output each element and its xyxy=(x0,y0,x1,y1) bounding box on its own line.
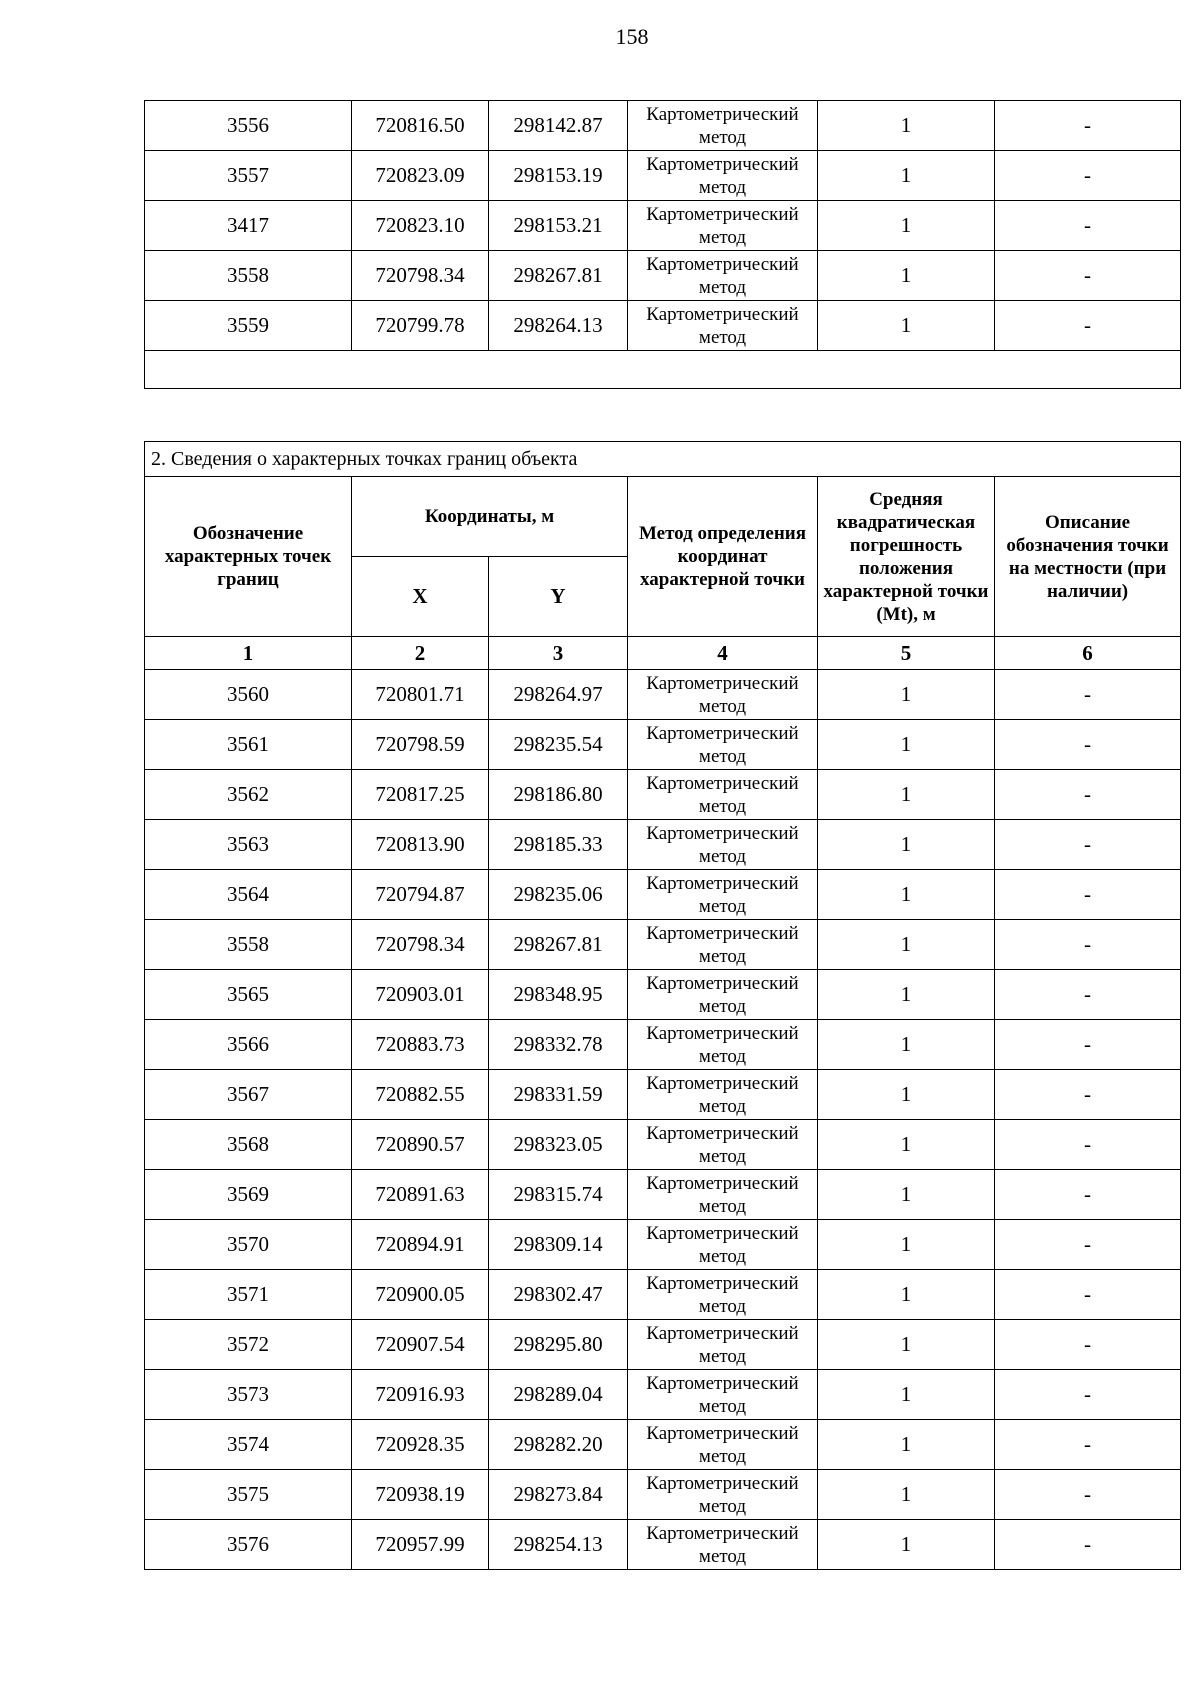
x-coordinate-cell: 720894.91 xyxy=(352,1220,489,1270)
table-row xyxy=(145,1170,1181,1220)
table-row xyxy=(145,720,1181,770)
point-id-cell: 3567 xyxy=(145,1070,352,1120)
point-id-cell: 3569 xyxy=(145,1170,352,1220)
method-cell: Картометрический метод xyxy=(628,920,818,970)
description-cell: - xyxy=(995,1170,1181,1220)
column-number: 4 xyxy=(628,637,818,670)
method-cell: Картометрический метод xyxy=(628,1170,818,1220)
header-designation: Обозначение характерных точек границ xyxy=(145,477,352,637)
mt-cell: 1 xyxy=(818,1420,995,1470)
table-row xyxy=(145,970,1181,1020)
point-id-cell: 3565 xyxy=(145,970,352,1020)
method-cell: Картометрический метод xyxy=(628,970,818,1020)
description-cell: - xyxy=(995,1020,1181,1070)
continued-points-table xyxy=(144,100,1181,389)
x-coordinate-cell: 720799.78 xyxy=(352,301,489,351)
table-row xyxy=(145,1520,1181,1570)
y-coordinate-cell: 298295.80 xyxy=(489,1320,628,1370)
column-numbers-row xyxy=(145,637,1181,670)
method-cell: Картометрический метод xyxy=(628,720,818,770)
mt-cell: 1 xyxy=(818,1070,995,1120)
point-id-cell: 3559 xyxy=(145,301,352,351)
table-row xyxy=(145,1220,1181,1270)
description-cell: - xyxy=(995,1420,1181,1470)
method-cell: Картометрический метод xyxy=(628,870,818,920)
point-id-cell: 3557 xyxy=(145,151,352,201)
column-number: 6 xyxy=(995,637,1181,670)
method-cell: Картометрический метод xyxy=(628,1120,818,1170)
table-row xyxy=(145,201,1181,251)
point-id-cell: 3564 xyxy=(145,870,352,920)
x-coordinate-cell: 720798.34 xyxy=(352,920,489,970)
method-cell: Картометрический метод xyxy=(628,770,818,820)
y-coordinate-cell: 298153.19 xyxy=(489,151,628,201)
x-coordinate-cell: 720798.59 xyxy=(352,720,489,770)
point-id-cell: 3575 xyxy=(145,1470,352,1520)
y-coordinate-cell: 298348.95 xyxy=(489,970,628,1020)
method-cell: Картометрический метод xyxy=(628,1020,818,1070)
y-coordinate-cell: 298315.74 xyxy=(489,1170,628,1220)
table-row xyxy=(145,870,1181,920)
x-coordinate-cell: 720938.19 xyxy=(352,1470,489,1520)
point-id-cell: 3562 xyxy=(145,770,352,820)
table-row xyxy=(145,1420,1181,1470)
boundary-points-body xyxy=(145,670,1181,1570)
table-row xyxy=(145,1070,1181,1120)
column-number: 5 xyxy=(818,637,995,670)
header-coordinates: Координаты, м xyxy=(352,477,628,557)
mt-cell: 1 xyxy=(818,920,995,970)
description-cell: - xyxy=(995,251,1181,301)
x-coordinate-cell: 720890.57 xyxy=(352,1120,489,1170)
mt-cell: 1 xyxy=(818,1370,995,1420)
x-coordinate-cell: 720813.90 xyxy=(352,820,489,870)
mt-cell: 1 xyxy=(818,1170,995,1220)
description-cell: - xyxy=(995,201,1181,251)
mt-cell: 1 xyxy=(818,1220,995,1270)
mt-cell: 1 xyxy=(818,970,995,1020)
method-cell: Картометрический метод xyxy=(628,1220,818,1270)
y-coordinate-cell: 298153.21 xyxy=(489,201,628,251)
boundary-points-table xyxy=(144,441,1181,1570)
x-coordinate-cell: 720916.93 xyxy=(352,1370,489,1420)
description-cell: - xyxy=(995,1370,1181,1420)
y-coordinate-cell: 298323.05 xyxy=(489,1120,628,1170)
continued-points-body xyxy=(145,101,1181,389)
column-number: 2 xyxy=(352,637,489,670)
point-id-cell: 3576 xyxy=(145,1520,352,1570)
point-id-cell: 3417 xyxy=(145,201,352,251)
description-cell: - xyxy=(995,670,1181,720)
page-number: 158 xyxy=(615,24,649,49)
empty-row xyxy=(145,351,1181,389)
method-cell: Картометрический метод xyxy=(628,1370,818,1420)
column-number: 1 xyxy=(145,637,352,670)
mt-cell: 1 xyxy=(818,301,995,351)
method-cell: Картометрический метод xyxy=(628,1270,818,1320)
mt-cell: 1 xyxy=(818,1470,995,1520)
description-cell: - xyxy=(995,1070,1181,1120)
point-id-cell: 3556 xyxy=(145,101,352,151)
mt-cell: 1 xyxy=(818,720,995,770)
mt-cell: 1 xyxy=(818,1270,995,1320)
x-coordinate-cell: 720883.73 xyxy=(352,1020,489,1070)
description-cell: - xyxy=(995,770,1181,820)
mt-cell: 1 xyxy=(818,201,995,251)
method-cell: Картометрический метод xyxy=(628,301,818,351)
table-row xyxy=(145,820,1181,870)
y-coordinate-cell: 298142.87 xyxy=(489,101,628,151)
table-row xyxy=(145,101,1181,151)
x-coordinate-cell: 720907.54 xyxy=(352,1320,489,1370)
method-cell: Картометрический метод xyxy=(628,251,818,301)
point-id-cell: 3563 xyxy=(145,820,352,870)
mt-cell: 1 xyxy=(818,770,995,820)
x-coordinate-cell: 720900.05 xyxy=(352,1270,489,1320)
point-id-cell: 3558 xyxy=(145,251,352,301)
point-id-cell: 3568 xyxy=(145,1120,352,1170)
description-cell: - xyxy=(995,1520,1181,1570)
y-coordinate-cell: 298267.81 xyxy=(489,920,628,970)
x-coordinate-cell: 720823.10 xyxy=(352,201,489,251)
header-method: Метод определения координат характерной точки xyxy=(628,477,818,637)
table-row xyxy=(145,1470,1181,1520)
method-cell: Картометрический метод xyxy=(628,820,818,870)
description-cell: - xyxy=(995,920,1181,970)
point-id-cell: 3573 xyxy=(145,1370,352,1420)
mt-cell: 1 xyxy=(818,820,995,870)
table-row xyxy=(145,1270,1181,1320)
y-coordinate-cell: 298331.59 xyxy=(489,1070,628,1120)
method-cell: Картометрический метод xyxy=(628,1420,818,1470)
y-coordinate-cell: 298254.13 xyxy=(489,1520,628,1570)
table-row xyxy=(145,251,1181,301)
x-coordinate-cell: 720798.34 xyxy=(352,251,489,301)
x-coordinate-cell: 720928.35 xyxy=(352,1420,489,1470)
y-coordinate-cell: 298185.33 xyxy=(489,820,628,870)
mt-cell: 1 xyxy=(818,1520,995,1570)
method-cell: Картометрический метод xyxy=(628,1520,818,1570)
method-cell: Картометрический метод xyxy=(628,151,818,201)
description-cell: - xyxy=(995,1320,1181,1370)
x-coordinate-cell: 720801.71 xyxy=(352,670,489,720)
mt-cell: 1 xyxy=(818,670,995,720)
description-cell: - xyxy=(995,101,1181,151)
method-cell: Картометрический метод xyxy=(628,101,818,151)
table-row xyxy=(145,920,1181,970)
method-cell: Картометрический метод xyxy=(628,1320,818,1370)
table-row xyxy=(145,301,1181,351)
x-coordinate-cell: 720816.50 xyxy=(352,101,489,151)
mt-cell: 1 xyxy=(818,1120,995,1170)
point-id-cell: 3566 xyxy=(145,1020,352,1070)
mt-cell: 1 xyxy=(818,151,995,201)
section-title: 2. Сведения о характерных точках границ объекта xyxy=(145,442,1181,477)
y-coordinate-cell: 298273.84 xyxy=(489,1470,628,1520)
table-row xyxy=(145,770,1181,820)
mt-cell: 1 xyxy=(818,1320,995,1370)
column-number: 3 xyxy=(489,637,628,670)
y-coordinate-cell: 298235.54 xyxy=(489,720,628,770)
header-mt: Средняя квадратическая погрешность положения характерной точки (Mt), м xyxy=(818,477,995,637)
point-id-cell: 3574 xyxy=(145,1420,352,1470)
description-cell: - xyxy=(995,820,1181,870)
y-coordinate-cell: 298302.47 xyxy=(489,1270,628,1320)
description-cell: - xyxy=(995,1270,1181,1320)
description-cell: - xyxy=(995,1470,1181,1520)
table-row xyxy=(145,1020,1181,1070)
description-cell: - xyxy=(995,970,1181,1020)
header-x: X xyxy=(352,557,489,637)
mt-cell: 1 xyxy=(818,101,995,151)
method-cell: Картометрический метод xyxy=(628,201,818,251)
description-cell: - xyxy=(995,870,1181,920)
x-coordinate-cell: 720823.09 xyxy=(352,151,489,201)
point-id-cell: 3560 xyxy=(145,670,352,720)
empty-cell xyxy=(145,351,1181,389)
x-coordinate-cell: 720891.63 xyxy=(352,1170,489,1220)
description-cell: - xyxy=(995,720,1181,770)
header-description: Описание обозначения точки на местности (при наличии) xyxy=(995,477,1181,637)
y-coordinate-cell: 298264.97 xyxy=(489,670,628,720)
point-id-cell: 3572 xyxy=(145,1320,352,1370)
y-coordinate-cell: 298282.20 xyxy=(489,1420,628,1470)
y-coordinate-cell: 298332.78 xyxy=(489,1020,628,1070)
point-id-cell: 3561 xyxy=(145,720,352,770)
description-cell: - xyxy=(995,151,1181,201)
point-id-cell: 3558 xyxy=(145,920,352,970)
mt-cell: 1 xyxy=(818,1020,995,1070)
table-row xyxy=(145,1120,1181,1170)
x-coordinate-cell: 720903.01 xyxy=(352,970,489,1020)
x-coordinate-cell: 720817.25 xyxy=(352,770,489,820)
x-coordinate-cell: 720957.99 xyxy=(352,1520,489,1570)
header-y: Y xyxy=(489,557,628,637)
y-coordinate-cell: 298235.06 xyxy=(489,870,628,920)
x-coordinate-cell: 720794.87 xyxy=(352,870,489,920)
table-row xyxy=(145,1370,1181,1420)
y-coordinate-cell: 298267.81 xyxy=(489,251,628,301)
y-coordinate-cell: 298186.80 xyxy=(489,770,628,820)
table-row xyxy=(145,670,1181,720)
method-cell: Картометрический метод xyxy=(628,1070,818,1120)
point-id-cell: 3571 xyxy=(145,1270,352,1320)
point-id-cell: 3570 xyxy=(145,1220,352,1270)
method-cell: Картометрический метод xyxy=(628,1470,818,1520)
description-cell: - xyxy=(995,1120,1181,1170)
x-coordinate-cell: 720882.55 xyxy=(352,1070,489,1120)
description-cell: - xyxy=(995,1220,1181,1270)
method-cell: Картометрический метод xyxy=(628,670,818,720)
table-row xyxy=(145,1320,1181,1370)
y-coordinate-cell: 298264.13 xyxy=(489,301,628,351)
table-row xyxy=(145,151,1181,201)
mt-cell: 1 xyxy=(818,870,995,920)
mt-cell: 1 xyxy=(818,251,995,301)
y-coordinate-cell: 298309.14 xyxy=(489,1220,628,1270)
description-cell: - xyxy=(995,301,1181,351)
y-coordinate-cell: 298289.04 xyxy=(489,1370,628,1420)
